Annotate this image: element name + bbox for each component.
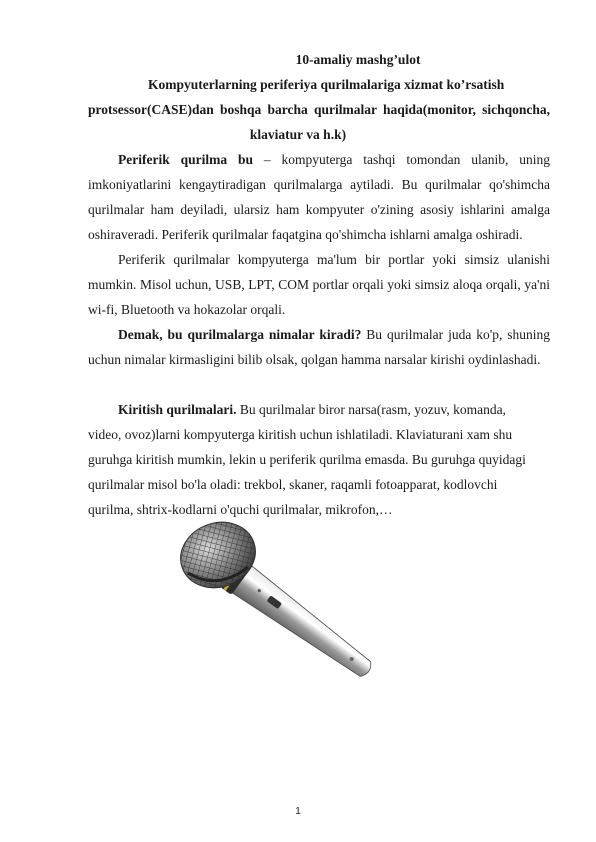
text-line: qurilma, shtrix-kodlarni o'quchi qurilmalar, mikrofon,… xyxy=(88,502,393,517)
term-bold: Periferik qurilma bu xyxy=(118,152,253,167)
lesson-title: 10-amaliy mashg’ulot xyxy=(295,52,421,67)
paragraph-text: – kompyuterga tashqi tomondan ulanib, uning imkoniyatlarini kengaytiradigan qurilmalarga aytiladi. Bu qurilmalar qo'shimcha qurilmalar ham deyiladi, ularsiz ham kompyuter o'zining asosiy ishlarini amalga oshiraveradi. Periferik qurilmalar faqatgina qo'shimcha ishlarni amalga oshiradi. xyxy=(88,152,550,242)
lesson-subtitle: Kompyuterlarning periferiya qurilmalariga xizmat ko’rsatish xyxy=(148,77,505,92)
text-line: Bu qurilmalar biror narsa(rasm, yozuv, komanda, xyxy=(236,402,506,417)
lesson-subtitle-end: klaviatur va h.k) xyxy=(249,127,347,142)
paragraph-text: Bu qurilmalar juda ko'p, shuning uchun nimalar kirmasligini bilib olsak, qolgan hamma narsalar kirishi oydinlashadi. xyxy=(88,327,550,367)
paragraph-what-included xyxy=(88,322,550,372)
page-number: 1 xyxy=(295,806,301,817)
paragraph-text: Periferik qurilmalar kompyuterga ma'lum bir portlar yoki simsiz ulanishi mumkin. Misol uchun, USB, LPT, COM portlar orqali yoki simsiz aloqa orqali, ya'ni wi-fi, Bluetooth va hokazolar orqali. xyxy=(88,252,550,317)
paragraph-ports xyxy=(88,247,550,322)
text-line: video, ovoz)larni kompyuterga kiritish uchun ishlatiladi. Klaviaturani xam shu xyxy=(88,427,513,442)
text-line: qurilmalar misol bo'la oladi: trekbol, skaner, raqamli fotoapparat, kodlovchi xyxy=(88,477,498,492)
question-bold: Demak, bu qurilmalarga nimalar kiradi? xyxy=(118,327,362,342)
lesson-subtitle-cont: protsessor(CASE)dan boshqa barcha qurilmalar haqida(monitor, sichqoncha, xyxy=(88,102,550,117)
paragraph-input-devices xyxy=(88,397,550,522)
paragraph-peripheral-definition xyxy=(88,147,550,247)
microphone-image xyxy=(118,515,418,713)
text-line: guruhga kiritish mumkin, lekin u periferik qurilma emasda. Bu guruhga quyidagi xyxy=(88,452,526,467)
input-devices-bold: Kiritish qurilmalari. xyxy=(118,402,237,417)
